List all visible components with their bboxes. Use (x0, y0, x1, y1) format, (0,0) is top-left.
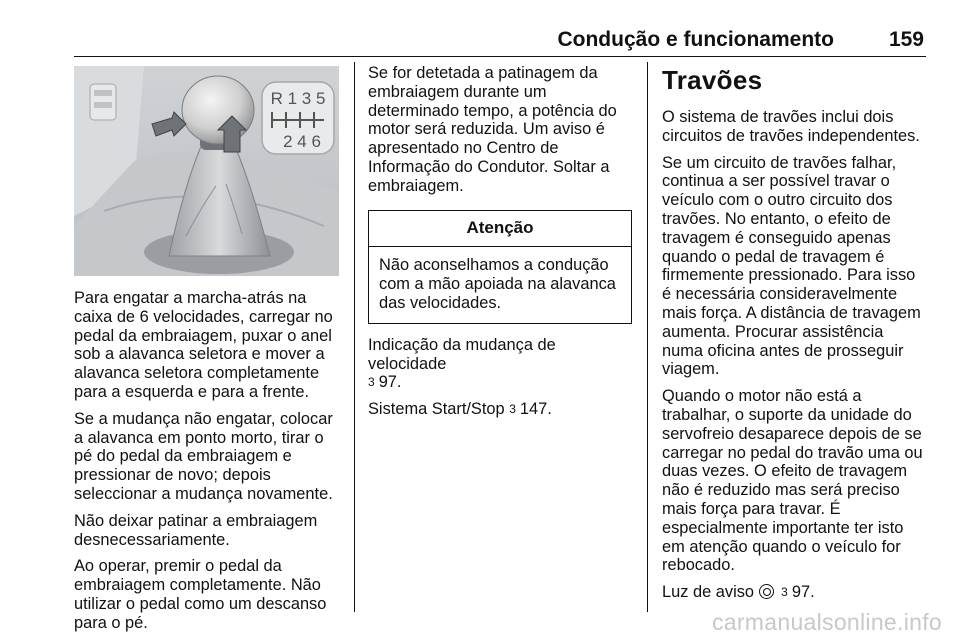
watermark: carmanualsonline.info (711, 609, 942, 635)
xref-text: Sistema Start/Stop (368, 400, 505, 419)
paragraph: Não deixar patinar a embraiagem desnecessariamente. (74, 511, 318, 549)
warning-text: Não aconselhamos a condução com a mão apoiada na alavanca das velocidades. (379, 256, 616, 312)
page-number: 159 (888, 28, 924, 51)
column-divider-1 (354, 62, 355, 612)
xref-page-link[interactable]: 147. (519, 400, 552, 419)
section-heading: Travões (662, 65, 763, 95)
gear-pattern-bottom: 2 4 6 (283, 132, 321, 151)
paragraph-xref (368, 336, 636, 392)
paragraph: Ao operar, premir o pedal da embraiagem completamente. Não utilizar o pedal como um descanso para o pé. (74, 557, 327, 632)
brake-warning-lamp-icon (759, 584, 774, 599)
section-title: Condução e funcionamento (557, 28, 834, 51)
xref-page-link[interactable]: 97. (791, 583, 815, 602)
paragraph: Se um circuito de travões falhar, continua a ser possível travar o veículo com o outro circuito dos travões. No entanto, o efeito de travagem é conseguido apenas quando o pedal de travagem é firmemente pressionado. Para isso é necessária consideravelmente mais força. A distância de travagem aumenta. Procurar assistência numa oficina antes de prosseguir viagem. (662, 153, 921, 379)
page-header (74, 24, 926, 57)
column-right (662, 64, 928, 610)
paragraph: Quando o motor não está a trabalhar, o suporte da unidade do servofreio desaparece depois de se carregar no pedal do travão uma ou duas vezes. O efeito de travagem não é reduzido mas será preciso mais força para travar. É especialmente importante ter isto em atenção quando o veículo for rebocado. (662, 387, 923, 575)
warning-box (368, 210, 632, 324)
gearshift-illustration (74, 66, 339, 276)
gear-pattern-top: R 1 3 5 (270, 89, 326, 108)
paragraph: O sistema de travões inclui dois circuitos de travões independentes. (662, 108, 920, 145)
warning-title: Atenção (369, 211, 631, 248)
paragraph: Se a mudança não engatar, colocar a alavanca em ponto morto, tirar o pé do pedal da embraiagem e pressionar de novo; depois seleccionar a mudança novamente. (74, 409, 333, 503)
gearshift-drawing (74, 66, 339, 276)
column-middle (368, 64, 636, 427)
paragraph-xref (368, 400, 636, 419)
paragraph-xref (662, 583, 928, 602)
xref-text: Luz de aviso (662, 583, 755, 602)
column-left (74, 289, 346, 641)
xref-arrow-icon: 3 (781, 585, 788, 600)
xref-text: Indicação da mudança de velocidade (368, 335, 556, 373)
xref-page-link[interactable]: 97. (378, 373, 402, 392)
paragraph: Para engatar a marcha-atrás na caixa de 6 velocidades, carregar no pedal da embraiagem, puxar o anel sob a alavanca seletora e mover a alavanca seletora completamente para a esquerda e para a frente. (74, 289, 333, 401)
xref-arrow-icon: 3 (368, 375, 375, 390)
paragraph: Se for detetada a patinagem da embraiagem durante um determinado tempo, a potência do motor será reduzida. Um aviso é apresentado no Centro de Informação do Condutor. Soltar a embraiagem. (368, 64, 617, 195)
column-divider-2 (647, 62, 648, 612)
xref-arrow-icon: 3 (509, 402, 516, 417)
